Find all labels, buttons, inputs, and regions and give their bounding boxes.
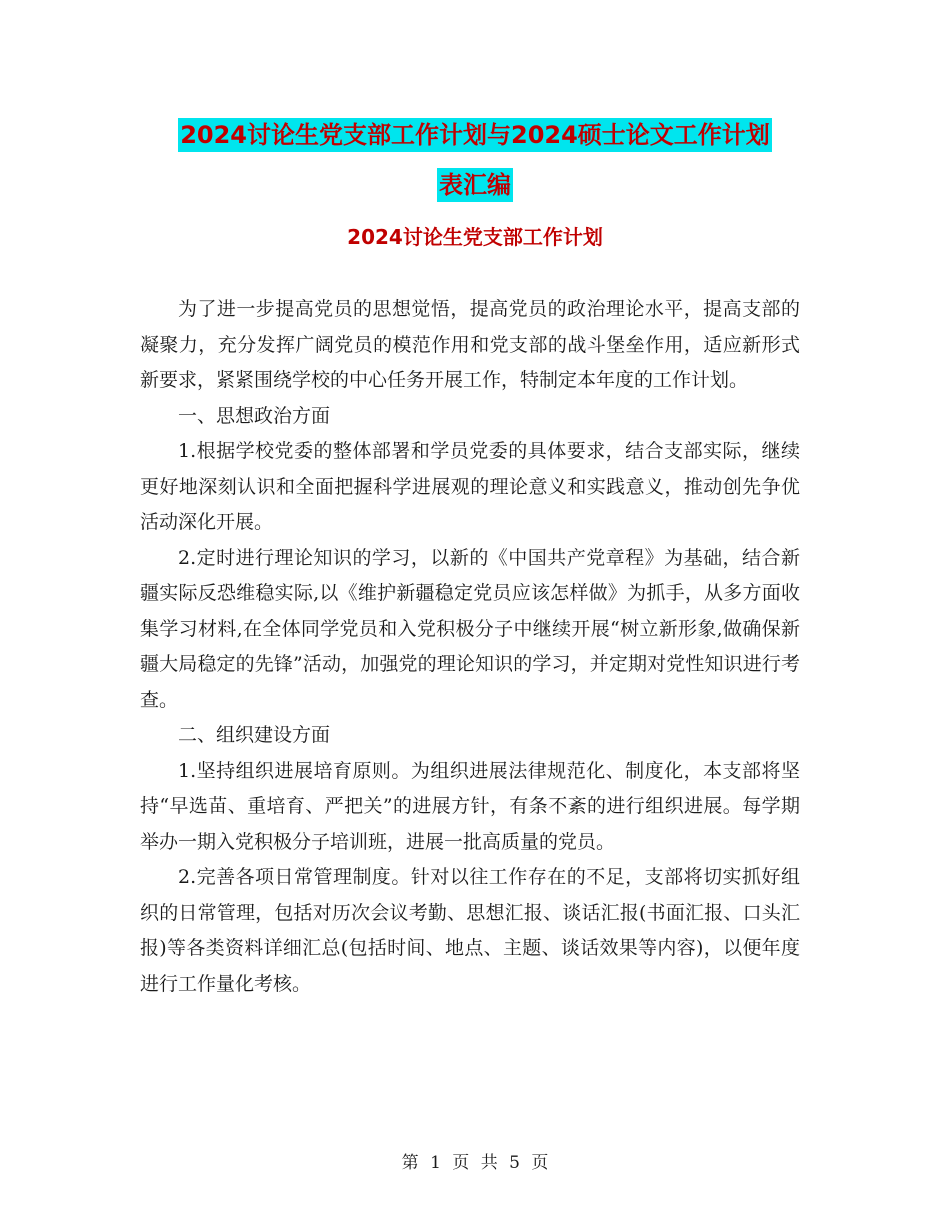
paragraph-ideology-2: 2.定时进行理论知识的学习，以新的《中国共产党章程》为基础，结合新疆实际反恐维稳实际,以《维护新疆稳定党员应该怎样做》为抓手，从多方面收集学习材料,在全体同学党员和入党积极分子中继续开展“树立新形象,做确保新疆大局稳定的先锋”活动，加强党的理论知识的学习，并定期对党性知识进行考查。 bbox=[140, 546, 800, 711]
title-line-1: 2024讨论生党支部工作计划与2024硕士论文工作计划 bbox=[178, 118, 772, 152]
section-title: 2024讨论生党支部工作计划 bbox=[347, 225, 603, 249]
paragraph-intro: 为了进一步提高党员的思想觉悟，提高党员的政治理论水平，提高支部的凝聚力，充分发挥广阔党员的模范作用和党支部的战斗堡垒作用，适应新形式新要求，紧紧围绕学校的中心任务开展工作，特制定本年度的工作计划。 bbox=[140, 298, 800, 391]
title-line-2: 表汇编 bbox=[437, 168, 513, 202]
paragraph-organization-1: 1.坚持组织进展培育原则。为组织进展法律规范化、制度化，本支部将坚持“早选苗、重培育、严把关”的进展方针，有条不紊的进行组织进展。每学期举办一期入党积极分子培训班，进展一批高质量的党员。 bbox=[140, 759, 800, 853]
document-title bbox=[140, 110, 810, 210]
document-body bbox=[140, 292, 800, 1002]
heading-organization: 二、组织建设方面 bbox=[178, 724, 331, 746]
paragraph-ideology-1: 1.根据学校党委的整体部署和学员党委的具体要求，结合支部实际，继续更好地深刻认识和全面把握科学进展观的理论意义和实践意义，推动创先争优活动深化开展。 bbox=[140, 440, 800, 533]
page-footer: 第 1 页 共 5 页 bbox=[401, 1153, 549, 1173]
heading-ideology: 一、思想政治方面 bbox=[178, 404, 331, 427]
paragraph-organization-2: 2.完善各项日常管理制度。针对以往工作存在的不足，支部将切实抓好组织的日常管理，包括对历次会议考勤、思想汇报、谈话汇报(书面汇报、口头汇报)等各类资料详细汇总(包括时间、地点、主题、谈话效果等内容)，以便年度进行工作量化考核。 bbox=[140, 866, 800, 995]
